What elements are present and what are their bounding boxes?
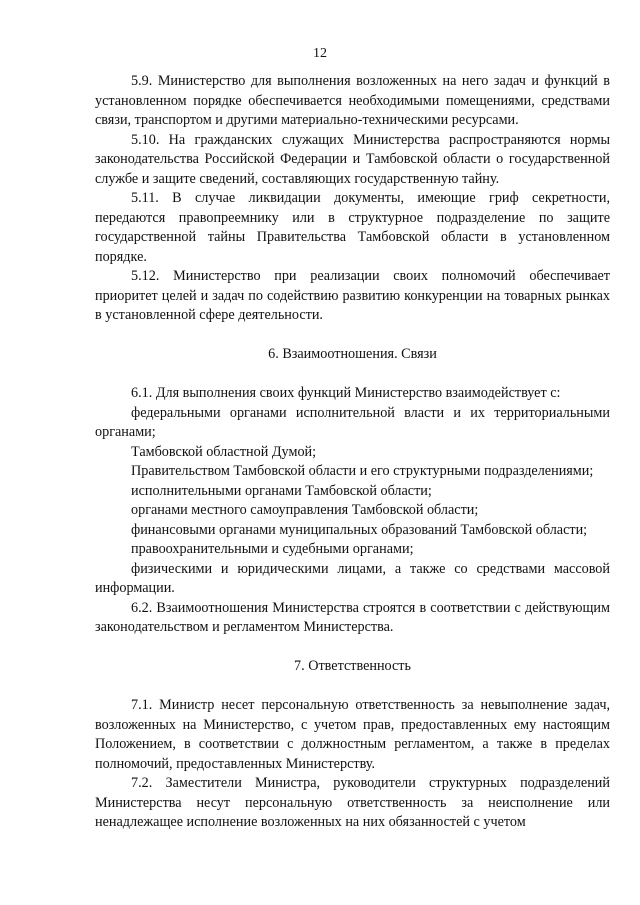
paragraph-5-10: 5.10. На гражданских служащих Министерства распространяются нормы законодательства Российской Федерации и Тамбовской области о государственной службе и защите сведений, составляющих государственную тайну. [95,131,610,187]
section-6-heading: 6. Взаимоотношения. Связи [268,345,437,362]
document-body [95,72,610,833]
paragraph-7-1: 7.1. Министр несет персональную ответственность за невыполнение задач, возложенных на Министерство, с учетом прав, предоставленных ему настоящим Положением, в соответствии с должностным регламентом, а также в пределах полномочий, предоставленных Министерству. [95,697,610,772]
list-item: федеральными органами исполнительной власти и их территориальными органами; [95,404,610,440]
list-item: исполнительными органами Тамбовской области; [131,482,432,499]
spacer [95,676,610,696]
list-item: финансовыми органами муниципальных образований Тамбовской области; [131,521,588,538]
list-item: правоохранительными и судебными органами; [131,541,414,557]
list-item: физическими и юридическими лицами, а также со средствами массовой информации. [95,560,610,596]
paragraph-6-2: 6.2. Взаимоотношения Министерства строятся в соответствии с действующим законодательством и регламентом Министерства. [95,599,610,635]
section-7-heading: 7. Ответственность [294,657,411,674]
page-number: 12 [313,46,327,61]
spacer [95,364,610,384]
paragraph-6-1: 6.1. Для выполнения своих функций Министерство взаимодействует с: [131,385,561,401]
spacer [95,326,610,345]
list-item: органами местного самоуправления Тамбовской области; [131,502,479,518]
paragraph-7-2: 7.2. Заместители Министра, руководители структурных подразделений Министерства несут персональную ответственность за неисполнение или ненадлежащее исполнение возложенных на них обязанностей с учетом [95,775,610,830]
paragraph-5-12: 5.12. Министерство при реализации своих полномочий обеспечивает приоритет целей и задач по содействию развитию конкуренции на товарных рынках в установленной сфере деятельности. [95,268,610,323]
spacer [95,638,610,657]
list-item: Правительством Тамбовской области и его структурными подразделениями; [131,463,594,479]
paragraph-5-9: 5.9. Министерство для выполнения возложенных на него задач и функций в установленном порядке обеспечивается необходимыми помещениями, средствами связи, транспортом и другими материально-техническими ресурсами. [95,73,610,128]
list-item: Тамбовской областной Думой; [131,443,317,460]
paragraph-5-11: 5.11. В случае ликвидации документы, имеющие гриф секретности, передаются правопреемнику или в структурное подразделение по защите государственной тайны Правительства Тамбовской области в установленном порядке. [95,190,610,265]
